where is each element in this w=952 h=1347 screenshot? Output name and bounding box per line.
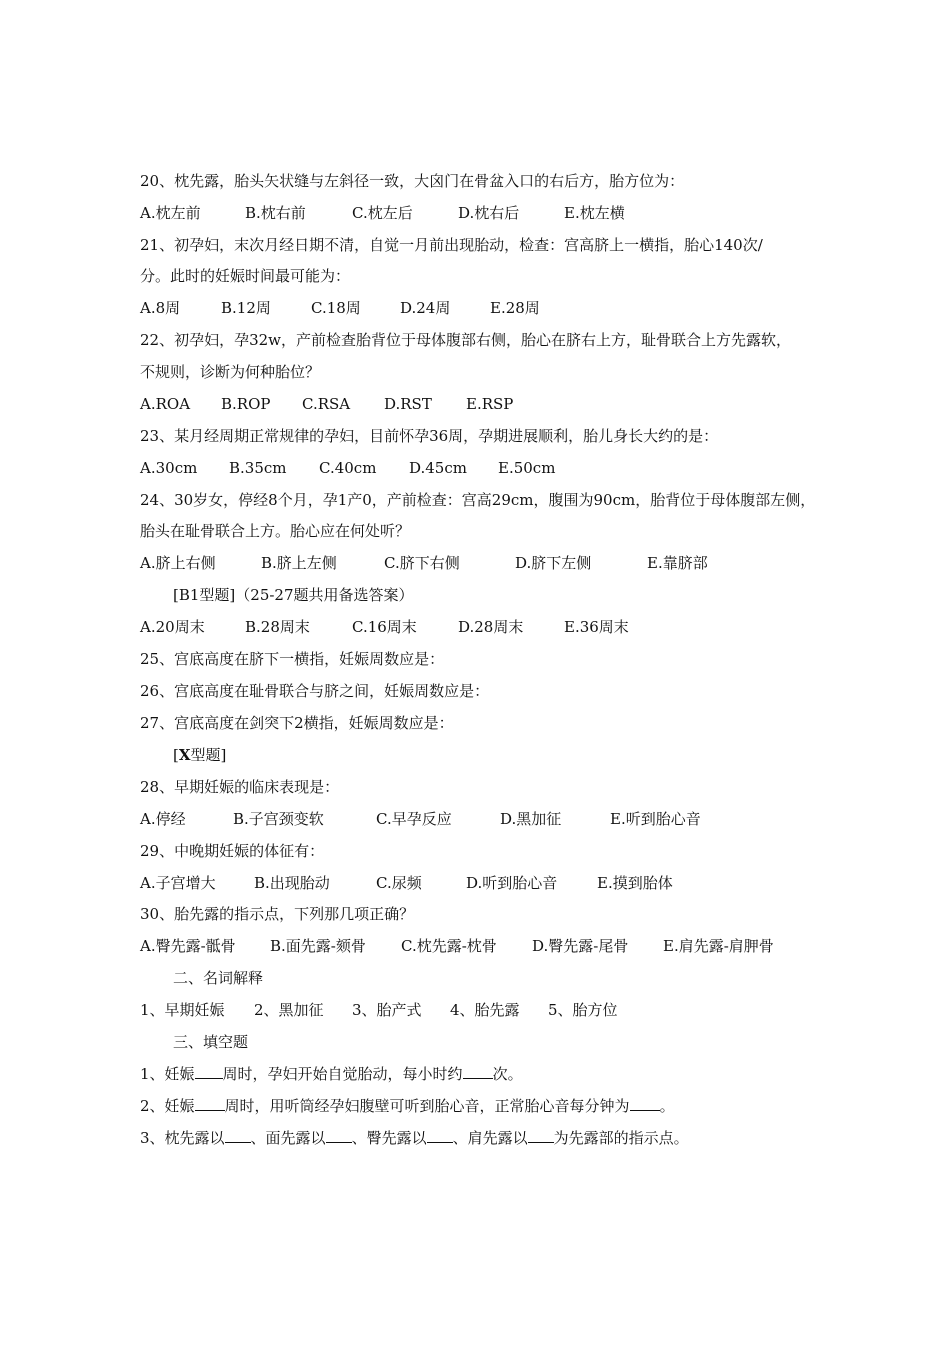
x-heading-rest: 型题] [190, 746, 227, 764]
option-b: B.35cm [229, 459, 287, 477]
term-item: 3、胎产式 [352, 1001, 422, 1019]
option-a: A.30cm [140, 459, 198, 477]
answer-blank[interactable] [326, 1128, 352, 1143]
option-e: E.RSP [466, 395, 514, 413]
question-23-stem: 23、某月经周期正常规律的孕妇，目前怀孕36周，孕期进展顺利，胎儿身长大约的是： [140, 427, 719, 445]
option-c: C.18周 [311, 299, 361, 317]
fill-question-1 [140, 1064, 523, 1084]
option-e: E.36周末 [564, 618, 629, 636]
option-b: B.枕右前 [245, 204, 306, 222]
option-a: A.停经 [140, 810, 186, 828]
option-b: B.面先露-颏骨 [270, 937, 366, 955]
option-c: C.枕先露-枕骨 [401, 937, 497, 955]
option-e: E.28周 [490, 299, 540, 317]
question-29: 29、中晚期妊娠的体征有： [140, 842, 325, 860]
answer-blank[interactable] [225, 1128, 251, 1143]
question-26: 26、宫底高度在耻骨联合与脐之间，妊娠周数应是： [140, 682, 490, 700]
term-item: 5、胎方位 [548, 1001, 618, 1019]
option-e: E.肩先露-肩胛骨 [663, 937, 774, 955]
question-21-stem-line1: 21、初孕妇，末次月经日期不清，自觉一月前出现胎动，检查：宫高脐上一横指，胎心140次/ [140, 236, 763, 254]
option-b: B.ROP [221, 395, 271, 413]
fill-heading: 三、填空题 [173, 1033, 249, 1051]
x-heading [173, 745, 226, 765]
b1-heading: [B1型题]（25-27题共用备选答案） [173, 586, 414, 604]
fill-question-2 [140, 1096, 675, 1116]
question-24-stem-line1: 24、30岁女，停经8个月，孕1产0，产前检查：宫高29cm，腹围为90cm，胎背位于母体腹部左侧， [140, 491, 816, 509]
option-d: D.脐下左侧 [515, 554, 592, 572]
x-heading-bracket: [ [173, 746, 179, 764]
option-d: D.听到胎心音 [466, 874, 558, 892]
option-a: A.20周末 [140, 618, 205, 636]
question-24-stem-line2: 胎头在耻骨联合上方。胎心应在何处听？ [140, 522, 411, 540]
answer-blank[interactable] [630, 1096, 660, 1111]
question-22-stem-line2: 不规则，诊断为何种胎位？ [140, 363, 321, 381]
term-item: 2、黑加征 [254, 1001, 324, 1019]
option-a: A.枕左前 [140, 204, 201, 222]
x-heading-letter: X [178, 746, 191, 764]
terms-heading: 二、名词解释 [173, 969, 264, 987]
answer-blank[interactable] [427, 1128, 453, 1143]
option-a: A.子宫增大 [140, 874, 216, 892]
option-d: D.臀先露-尾骨 [532, 937, 629, 955]
term-item: 1、早期妊娠 [140, 1001, 225, 1019]
option-b: B.12周 [221, 299, 271, 317]
fill-question-3 [140, 1128, 689, 1148]
fill-text: 1、妊娠 [140, 1065, 195, 1083]
option-e: E.枕左横 [564, 204, 625, 222]
question-22-stem-line1: 22、初孕妇，孕32w，产前检查胎背位于母体腹部右侧，胎心在脐右上方，耻骨联合上方先露软， [140, 331, 792, 349]
option-a: A.ROA [140, 395, 191, 413]
fill-text: 2、妊娠 [140, 1097, 195, 1115]
option-c: C.早孕反应 [376, 810, 452, 828]
question-20-stem: 20、枕先露，胎头矢状缝与左斜径一致，大囟门在骨盆入口的右后方，胎方位为： [140, 172, 685, 190]
term-item: 4、胎先露 [450, 1001, 520, 1019]
option-a: A.臀先露-骶骨 [140, 937, 236, 955]
option-a: A.8周 [140, 299, 181, 317]
option-e: E.摸到胎体 [597, 874, 673, 892]
fill-text: 、肩先露以 [452, 1129, 528, 1147]
option-c: C.40cm [319, 459, 377, 477]
option-d: D.28周末 [458, 618, 524, 636]
option-e: E.50cm [498, 459, 556, 477]
answer-blank[interactable] [195, 1096, 225, 1111]
fill-text: 周时，用听筒经孕妇腹壁可听到胎心音，正常胎心音每分钟为 [224, 1097, 630, 1115]
option-e: E.听到胎心音 [610, 810, 701, 828]
question-30: 30、胎先露的指示点，下列那几项正确？ [140, 905, 415, 923]
option-b: B.子宫颈变软 [233, 810, 324, 828]
option-c: C.16周末 [352, 618, 417, 636]
option-b: B.28周末 [245, 618, 310, 636]
answer-blank[interactable] [195, 1064, 223, 1079]
option-c: C.枕左后 [352, 204, 413, 222]
fill-text: 、臀先露以 [351, 1129, 427, 1147]
option-b: B.脐上左侧 [261, 554, 337, 572]
fill-text: 、面先露以 [250, 1129, 326, 1147]
option-d: D.45cm [409, 459, 467, 477]
option-e: E.靠脐部 [647, 554, 708, 572]
fill-text: 3、枕先露以 [140, 1129, 225, 1147]
question-21-stem-line2: 分。此时的妊娠时间最可能为： [140, 267, 351, 285]
option-b: B.出现胎动 [254, 874, 330, 892]
option-d: D.黑加征 [500, 810, 562, 828]
option-c: C.尿频 [376, 874, 422, 892]
fill-text: 为先露部的指示点。 [553, 1129, 689, 1147]
option-c: C.脐下右侧 [384, 554, 460, 572]
answer-blank[interactable] [463, 1064, 493, 1079]
option-d: D.RST [384, 395, 432, 413]
fill-text: 。 [659, 1097, 675, 1115]
answer-blank[interactable] [528, 1128, 554, 1143]
option-c: C.RSA [302, 395, 351, 413]
fill-text: 次。 [492, 1065, 523, 1083]
option-d: D.24周 [400, 299, 451, 317]
question-25: 25、宫底高度在脐下一横指，妊娠周数应是： [140, 650, 445, 668]
option-a: A.脐上右侧 [140, 554, 216, 572]
fill-text: 周时，孕妇开始自觉胎动，每小时约 [222, 1065, 463, 1083]
question-28: 28、早期妊娠的临床表现是： [140, 778, 340, 796]
option-d: D.枕右后 [458, 204, 520, 222]
question-27: 27、宫底高度在剑突下2横指，妊娠周数应是： [140, 714, 454, 732]
